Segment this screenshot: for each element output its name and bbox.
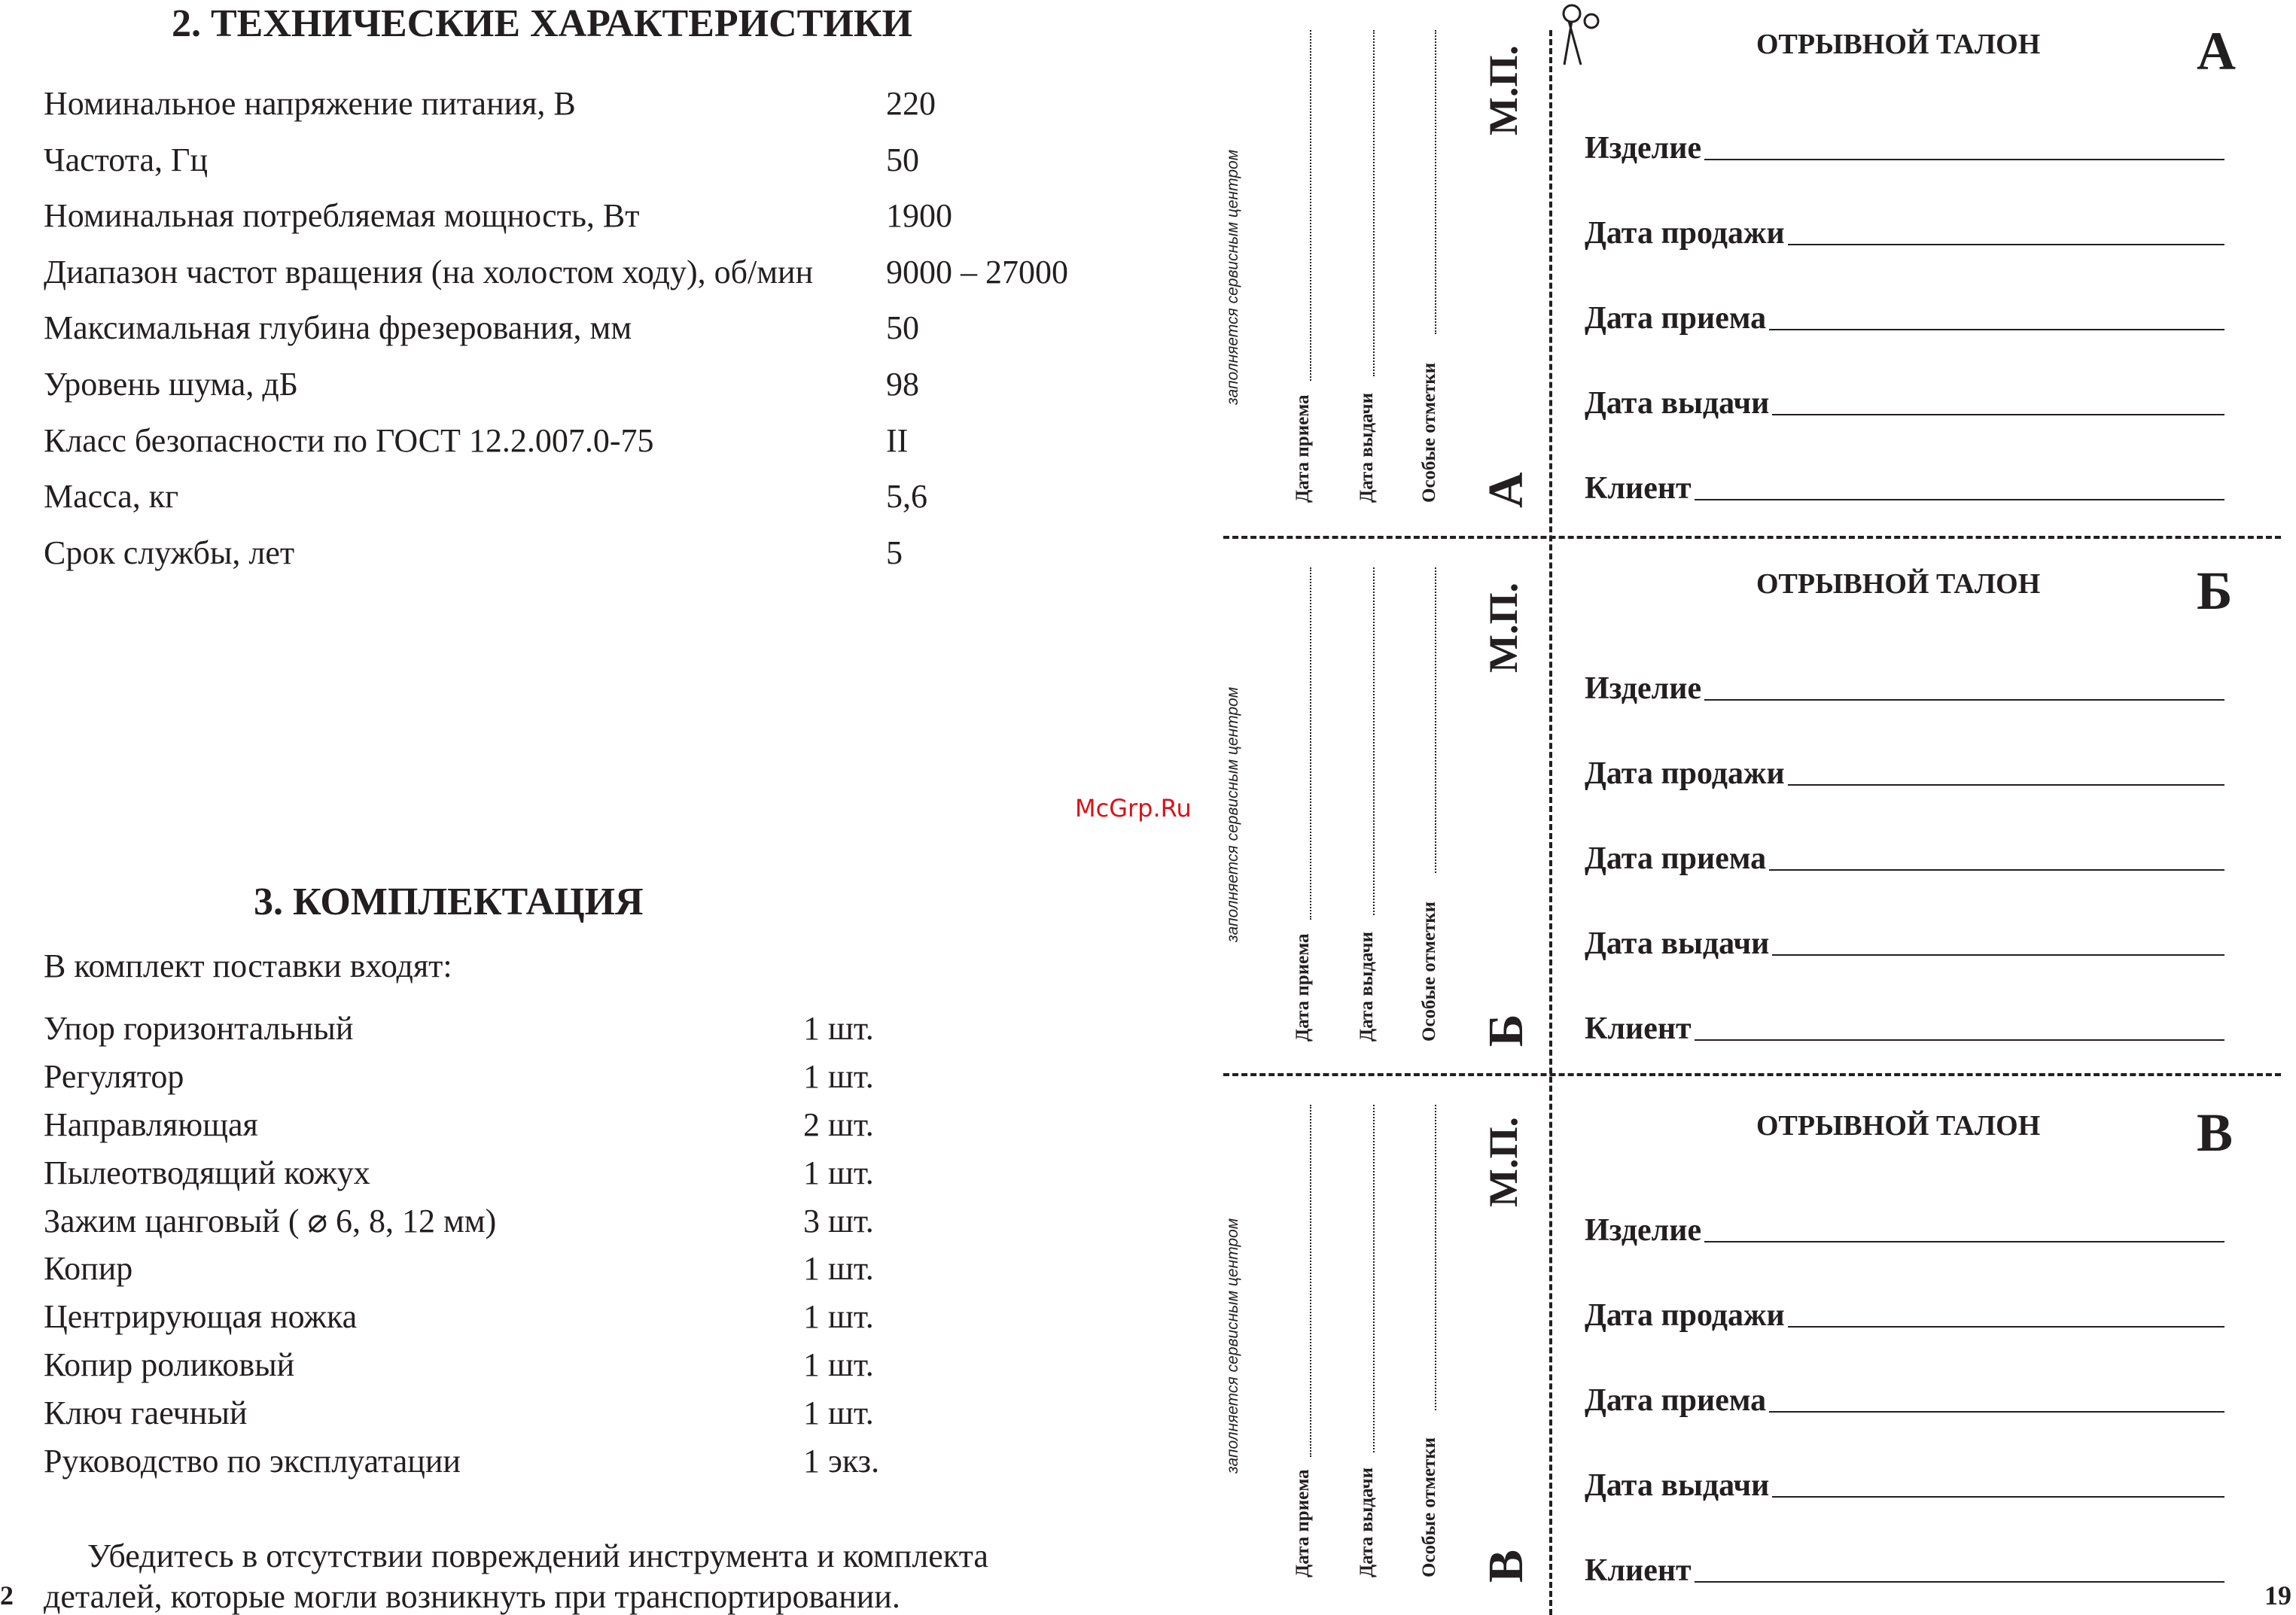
stub-stamp-label: М.П. [1481,45,1526,135]
field-sale-date[interactable] [1585,211,2224,249]
field-issue-date[interactable] [1585,1464,2224,1501]
field-input-line [1695,1039,2224,1041]
vertical-cut-line [1549,30,1552,1615]
coupon-v-stub [1204,1075,1547,1615]
spec-label: Класс безопасности по ГОСТ 12.2.007.0-75 [44,422,654,459]
spec-value: 50 [886,309,919,346]
field-product[interactable] [1585,126,2224,164]
stub-date-received-label: Дата приема [1293,394,1313,503]
field-input-line [1772,1496,2224,1498]
coupon-b-stub [1204,537,1547,1073]
field-product[interactable] [1585,1209,2224,1246]
stub-remarks-line [1435,1105,1436,1410]
spec-value: 220 [886,85,936,122]
field-client[interactable] [1585,1007,2224,1045]
stub-remarks-line [1435,30,1436,334]
field-input-line [1788,244,2224,245]
spec-label: Максимальная глубина фрезерования, мм [44,309,632,346]
kit-item-label: Пылеотводящий кожух [44,1154,370,1191]
coupon-title: ОТРЫВНОЙ ТАЛОН [1756,568,2041,600]
kit-note-line-2: деталей, которые могли возникнуть при транспортировании. [44,1578,900,1615]
field-label: Дата продажи [1585,1298,1785,1333]
stub-date-received-line [1310,30,1311,381]
field-label: Дата продажи [1585,216,1785,251]
field-label: Дата приема [1585,841,1767,876]
field-client[interactable] [1585,467,2224,504]
kit-item-qty: 3 шт. [803,1203,874,1239]
spec-value: 9000 – 27000 [886,254,1068,290]
field-input-line [1788,1326,2224,1328]
spec-label: Масса, кг [44,478,179,515]
field-label: Изделие [1585,131,1702,166]
stub-date-received-label: Дата приема [1293,933,1313,1042]
field-label: Клиент [1585,1553,1692,1588]
field-label: Изделие [1585,1213,1702,1248]
field-label: Изделие [1585,671,1702,706]
spec-label: Номинальная потребляемая мощность, Вт [44,197,640,234]
stub-stamp-label: М.П. [1481,582,1526,673]
kit-item-qty: 1 шт. [803,1250,874,1287]
coupon-title: ОТРЫВНОЙ ТАЛОН [1756,29,2041,60]
field-product[interactable] [1585,667,2224,704]
spec-value: 98 [886,366,919,403]
coupon-title: ОТРЫВНОЙ ТАЛОН [1756,1110,2041,1142]
stub-date-issued-label: Дата выдачи [1357,1467,1377,1577]
field-input-line [1695,499,2224,500]
kit-item-label: Центрирующая ножка [44,1298,358,1335]
stub-remarks-line [1435,567,1436,873]
stub-date-issued-label: Дата выдачи [1357,392,1377,503]
field-client[interactable] [1585,1549,2224,1586]
field-issue-date[interactable] [1585,382,2224,419]
coupon-a-stub [1204,0,1547,536]
kit-item-qty: 1 шт. [803,1010,874,1047]
kit-item-label: Ключ гаечный [44,1394,248,1431]
field-receive-date[interactable] [1585,1379,2224,1416]
kit-item-qty: 1 шт. [803,1298,874,1335]
field-input-line [1769,329,2224,330]
field-input-line [1695,1581,2224,1583]
field-issue-date[interactable] [1585,922,2224,960]
kit-item-label: Копир роликовый [44,1346,295,1383]
field-label: Дата приема [1585,301,1767,336]
watermark: McGrp.Ru [1075,794,1192,823]
spec-label: Уровень шума, дБ [44,366,298,403]
spec-value: 5 [886,534,903,571]
field-label: Клиент [1585,1011,1692,1046]
kit-item-label: Регулятор [44,1058,184,1095]
field-input-line [1769,869,2224,871]
field-label: Дата продажи [1585,756,1785,791]
field-label: Клиент [1585,471,1692,506]
spec-label: Диапазон частот вращения (на холостом ходу), об/мин [44,254,814,290]
field-label: Дата выдачи [1585,1468,1770,1503]
kit-item-label: Упор горизонтальный [44,1010,354,1047]
stub-date-received-line [1310,567,1311,920]
field-receive-date[interactable] [1585,297,2224,334]
stub-letter: Б [1478,1014,1533,1047]
kit-item-label: Копир [44,1250,133,1287]
coupon-letter: Б [2197,561,2233,621]
field-input-line [1704,159,2224,160]
field-input-line [1772,954,2224,956]
field-label: Дата приема [1585,1383,1767,1418]
stub-letter: В [1478,1549,1533,1583]
field-sale-date[interactable] [1585,1294,2224,1331]
field-input-line [1704,1241,2224,1242]
stub-date-issued-line [1373,1105,1375,1452]
stub-date-issued-label: Дата выдачи [1357,931,1377,1042]
field-input-line [1788,784,2224,786]
spec-label: Срок службы, лет [44,534,295,571]
kit-item-qty: 1 шт. [803,1394,874,1431]
kit-item-qty: 2 шт. [803,1106,874,1143]
stub-date-received-line [1310,1105,1311,1457]
spec-value: 50 [886,141,919,178]
kit-item-label: Направляющая [44,1106,258,1143]
stub-remarks-label: Особые отметки [1419,901,1439,1042]
coupon-letter: В [2197,1103,2234,1163]
kit-item-label: Зажим цанговый ( ⌀ 6, 8, 12 мм) [44,1203,497,1239]
stub-letter: А [1478,472,1533,508]
spec-value: 1900 [886,197,952,234]
stub-date-issued-line [1373,30,1375,376]
stub-service-note: заполняется сервисным центром [1224,1218,1241,1474]
kit-item-qty: 1 шт. [803,1346,874,1383]
field-input-line [1769,1411,2224,1413]
stub-date-received-label: Дата приема [1293,1469,1313,1577]
kit-heading: 3. КОМПЛЕКТАЦИЯ [254,880,644,923]
page-number-left: 2 [0,1580,14,1610]
stub-remarks-label: Особые отметки [1419,1437,1439,1577]
kit-item-qty: 1 шт. [803,1058,874,1095]
field-input-line [1772,414,2224,415]
kit-item-qty: 1 экз. [803,1443,880,1480]
kit-intro: В комплект поставки входят: [44,947,452,984]
kit-item-qty: 1 шт. [803,1154,874,1191]
coupon-letter: А [2197,21,2236,81]
specs-heading: 2. ТЕХНИЧЕСКИЕ ХАРАКТЕРИСТИКИ [172,2,912,45]
stub-stamp-label: М.П. [1481,1117,1526,1207]
spec-label: Частота, Гц [44,141,209,178]
spec-label: Номинальное напряжение питания, В [44,85,576,122]
spec-value: II [886,422,909,459]
field-label: Дата выдачи [1585,926,1770,961]
page-number-right: 19 [2264,1580,2291,1610]
stub-date-issued-line [1373,567,1375,915]
kit-item-label: Руководство по эксплуатации [44,1443,461,1480]
field-sale-date[interactable] [1585,752,2224,789]
spec-value: 5,6 [886,478,927,515]
kit-note-line-1: Убедитесь в отсутствии повреждений инструмента и комплекта [87,1537,988,1574]
field-label: Дата выдачи [1585,386,1770,421]
stub-service-note: заполняется сервисным центром [1224,149,1241,405]
stub-service-note: заполняется сервисным центром [1224,686,1241,942]
field-receive-date[interactable] [1585,837,2224,874]
stub-remarks-label: Особые отметки [1419,362,1439,503]
field-input-line [1704,699,2224,701]
